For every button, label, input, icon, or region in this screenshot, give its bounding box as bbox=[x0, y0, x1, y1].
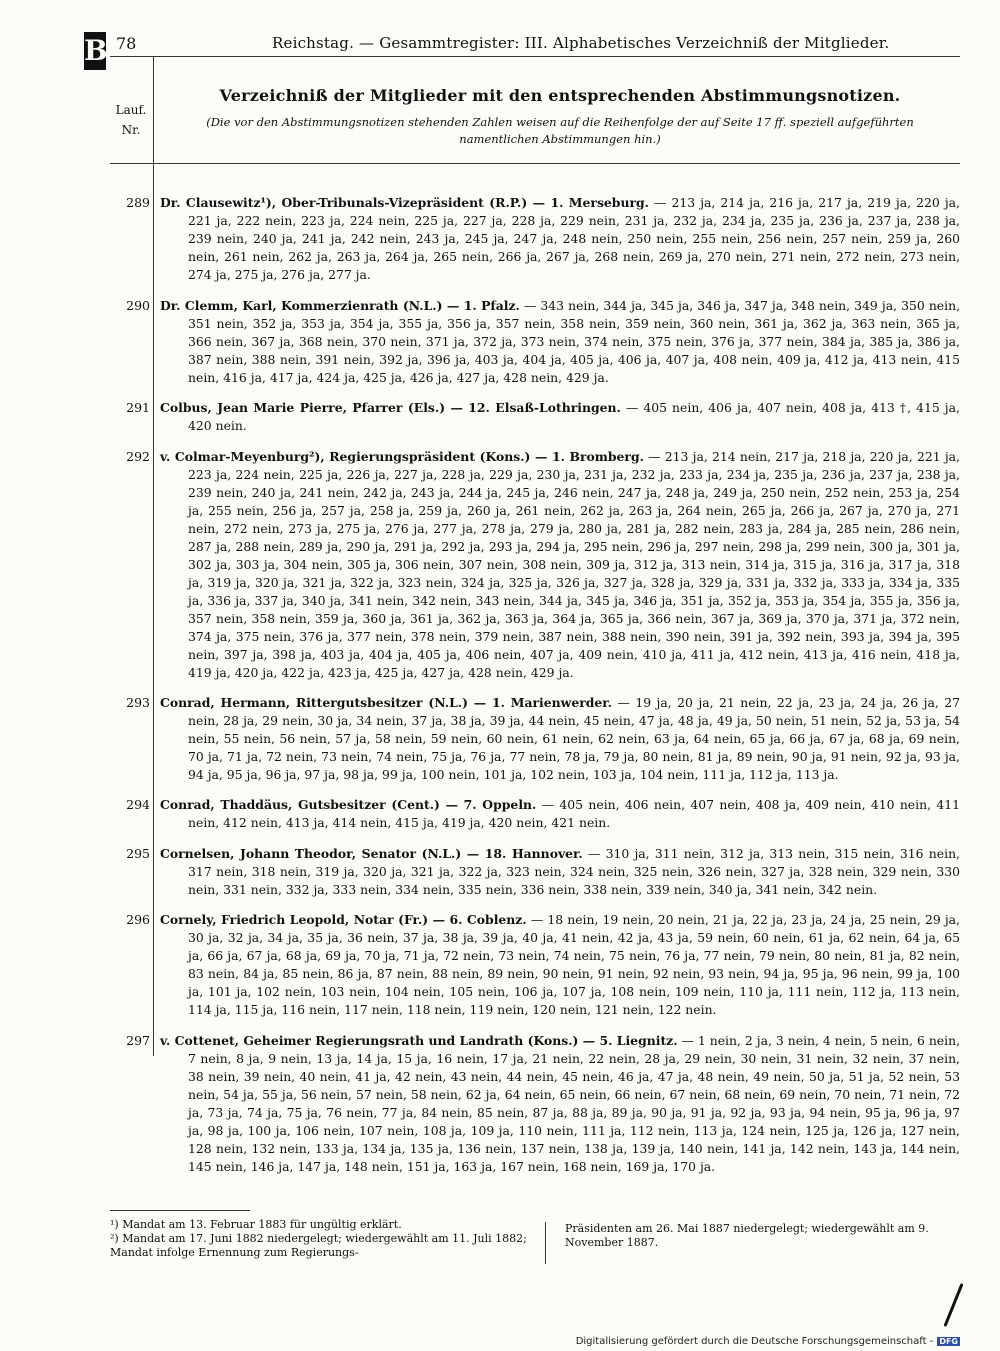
member-entry bbox=[110, 796, 960, 832]
entry-votes: — 213 ja, 214 ja, 216 ja, 217 ja, 219 ja, 220 ja, 221 ja, 222 nein, 223 ja, 224 nein, 225 ja, 227 ja, 228 ja, 229 nein, 231 ja, 232 ja, 234 ja, 235 ja, 236 ja, 237 ja, 238 ja, 239 nein, 240 ja, 241 ja, 242 nein, 243 ja, 245 ja, 247 ja, 248 nein, 250 nein, 255 nein, 256 nein, 257 nein, 259 ja, 260 nein, 261 nein, 262 ja, 263 ja, 264 ja, 265 nein, 266 ja, 267 ja, 268 nein, 269 ja, 270 nein, 271 nein, 272 nein, 273 nein, 274 ja, 275 ja, 276 ja, 277 ja. bbox=[188, 195, 960, 283]
member-entry bbox=[110, 194, 960, 284]
entry-head: v. Cottenet, Geheimer Regierungsrath und Landrath (Kons.) — 5. Liegnitz. bbox=[160, 1032, 678, 1048]
entry-text bbox=[160, 1032, 960, 1176]
entry-votes: — 405 nein, 406 ja, 407 nein, 408 ja, 413 †, 415 ja, 420 nein. bbox=[188, 400, 960, 434]
digitization-credit bbox=[576, 1336, 960, 1347]
entry-number: 292 bbox=[126, 448, 150, 464]
entry-number: 290 bbox=[126, 297, 150, 313]
entry-votes: — 213 ja, 214 nein, 217 ja, 218 ja, 220 ja, 221 ja, 223 ja, 224 nein, 225 ja, 226 ja, 227 ja, 228 ja, 229 ja, 230 ja, 231 ja, 232 ja, 233 ja, 234 ja, 235 ja, 236 ja, 237 ja, 238 ja, 239 nein, 240 ja, 241 nein, 242 ja, 243 ja, 244 ja, 245 ja, 246 nein, 247 ja, 248 ja, 249 ja, 250 nein, 252 nein, 253 ja, 254 ja, 255 nein, 256 ja, 257 ja, 258 ja, 259 ja, 260 ja, 261 nein, 262 ja, 263 ja, 264 nein, 265 ja, 266 ja, 267 ja, 270 ja, 271 nein, 272 nein, 273 ja, 275 ja, 276 ja, 277 ja, 278 ja, 279 ja, 280 ja, 281 ja, 282 nein, 283 ja, 284 ja, 285 nein, 286 nein, 287 ja, 288 nein, 289 ja, 290 ja, 291 ja, 292 ja, 293 ja, 294 ja, 295 nein, 296 ja, 297 nein, 298 ja, 299 nein, 300 ja, 301 ja, 302 ja, 303 ja, 304 nein, 305 ja, 306 nein, 307 nein, 308 nein, 309 ja, 312 ja, 313 nein, 314 ja, 315 ja, 316 ja, 317 ja, 318 ja, 319 ja, 320 ja, 321 ja, 322 ja, 323 nein, 324 ja, 325 ja, 326 ja, 327 ja, 328 ja, 329 ja, 331 ja, 332 ja, 333 ja, 334 ja, 335 ja, 336 ja, 337 ja, 340 ja, 341 nein, 342 nein, 343 nein, 344 ja, 345 ja, 346 ja, 351 ja, 352 ja, 353 ja, 354 ja, 355 ja, 356 ja, 357 nein, 358 nein, 359 ja, 360 ja, 361 ja, 362 ja, 363 ja, 364 ja, 365 ja, 366 nein, 367 ja, 369 ja, 370 ja, 371 ja, 372 nein, 374 ja, 375 nein, 376 ja, 377 nein, 378 nein, 379 nein, 387 nein, 388 nein, 390 nein, 391 ja, 392 nein, 393 ja, 394 ja, 395 nein, 397 ja, 398 ja, 403 ja, 404 ja, 405 ja, 406 nein, 407 ja, 409 nein, 410 ja, 411 ja, 412 nein, 413 ja, 416 nein, 418 ja, 419 ja, 420 ja, 422 ja, 423 ja, 425 ja, 427 ja, 428 nein, 429 ja. bbox=[188, 448, 960, 680]
footnotes-left bbox=[110, 1218, 535, 1260]
top-rule bbox=[110, 56, 960, 57]
entry-number: 294 bbox=[126, 797, 150, 813]
entry-votes: — 343 nein, 344 ja, 345 ja, 346 ja, 347 ja, 348 nein, 349 ja, 350 nein, 351 nein, 352 ja, 353 ja, 354 ja, 355 ja, 356 ja, 357 nein, 358 nein, 359 nein, 360 nein, 361 ja, 362 ja, 363 nein, 365 ja, 366 nein, 367 ja, 368 nein, 370 nein, 371 ja, 372 ja, 373 nein, 374 nein, 375 nein, 376 ja, 377 nein, 384 ja, 385 ja, 386 ja, 387 nein, 388 nein, 391 nein, 392 ja, 396 ja, 403 ja, 404 ja, 405 ja, 406 ja, 407 ja, 408 nein, 409 ja, 412 ja, 413 nein, 415 nein, 416 ja, 417 ja, 424 ja, 425 ja, 426 ja, 427 ja, 428 nein, 429 ja. bbox=[188, 297, 961, 385]
column-header-line1: Lauf. bbox=[115, 103, 147, 117]
entry-text bbox=[160, 297, 960, 387]
entry-text bbox=[160, 911, 960, 1019]
member-entry bbox=[110, 694, 960, 784]
section-note: (Die vor den Abstimmungsnotizen stehenden Zahlen weisen auf die Reihenfolge der auf Seite 17 ff. speziell aufgeführten namentlichen Abstimmungen hin.) bbox=[206, 115, 914, 146]
entry-text bbox=[160, 194, 960, 284]
entry-head: Cornely, Friedrich Leopold, Notar (Fr.) — 6. Coblenz. bbox=[160, 912, 527, 928]
pen-mark bbox=[943, 1283, 963, 1327]
entry-number: 289 bbox=[126, 195, 150, 211]
entry-number: 295 bbox=[126, 845, 150, 861]
member-entry bbox=[110, 1032, 960, 1176]
entry-number: 291 bbox=[126, 400, 150, 416]
header-rule bbox=[110, 163, 960, 164]
footnote-2-continued: Präsidenten am 26. Mai 1887 niedergelegt; wiedergewählt am 9. November 1887. bbox=[565, 1222, 929, 1249]
member-entry bbox=[110, 297, 960, 387]
entry-head: Dr. Clemm, Karl, Kommerzienrath (N.L.) — 1. Pfalz. bbox=[160, 297, 520, 313]
entry-head: Colbus, Jean Marie Pierre, Pfarrer (Els.) — 12. Elsaß-Lothringen. bbox=[160, 400, 621, 416]
entry-votes: — 405 nein, 406 nein, 407 nein, 408 ja, 409 nein, 410 nein, 411 nein, 412 nein, 413 ja, 414 nein, 415 ja, 419 ja, 420 nein, 421 nein. bbox=[188, 797, 960, 831]
member-entry bbox=[110, 399, 960, 435]
column-header-line2: Nr. bbox=[121, 123, 141, 137]
entry-head: Cornelsen, Johann Theodor, Senator (N.L.) — 18. Hannover. bbox=[160, 845, 583, 861]
credit-text: Digitalisierung gefördert durch die Deutsche Forschungsgemeinschaft - bbox=[575, 1336, 934, 1347]
entry-text bbox=[160, 399, 960, 435]
entry-votes: — 18 nein, 19 nein, 20 nein, 21 ja, 22 ja, 23 ja, 24 ja, 25 nein, 29 ja, 30 ja, 32 ja, 34 ja, 35 ja, 36 nein, 37 ja, 38 ja, 39 ja, 40 ja, 41 nein, 42 ja, 43 ja, 59 nein, 60 nein, 61 ja, 62 nein, 64 ja, 65 ja, 66 ja, 67 ja, 68 ja, 69 ja, 70 ja, 71 ja, 72 nein, 73 nein, 74 nein, 75 nein, 76 ja, 77 nein, 79 nein, 80 nein, 81 ja, 82 nein, 83 nein, 84 ja, 85 nein, 86 ja, 87 nein, 88 nein, 89 nein, 90 nein, 91 nein, 92 nein, 93 nein, 94 ja, 95 ja, 96 nein, 99 ja, 100 ja, 101 ja, 102 nein, 103 nein, 104 nein, 105 nein, 106 ja, 107 ja, 108 nein, 109 nein, 110 ja, 111 nein, 112 ja, 113 nein, 114 ja, 115 ja, 116 nein, 117 nein, 118 nein, 119 nein, 120 nein, 121 nein, 122 nein. bbox=[188, 912, 960, 1018]
page-number: 78 bbox=[116, 34, 137, 53]
footnote-column-rule bbox=[545, 1222, 546, 1264]
entry-head: Conrad, Hermann, Rittergutsbesitzer (N.L.) — 1. Marienwerder. bbox=[160, 694, 612, 710]
footnote-1: ¹) Mandat am 13. Februar 1883 für ungültig erklärt. bbox=[110, 1218, 402, 1231]
footnotes-right bbox=[565, 1222, 960, 1250]
footnote-2: ²) Mandat am 17. Juni 1882 niedergelegt; wiedergewählt am 11. Juli 1882; Mandat infolge Ernennung zum Regierungs- bbox=[110, 1232, 527, 1259]
entry-number: 293 bbox=[126, 694, 150, 710]
member-entry bbox=[110, 911, 960, 1019]
entry-votes: — 19 ja, 20 ja, 21 nein, 22 ja, 23 ja, 24 ja, 26 ja, 27 nein, 28 ja, 29 nein, 30 ja, 34 nein, 37 ja, 38 ja, 39 ja, 44 nein, 45 nein, 47 ja, 48 ja, 49 ja, 50 nein, 51 nein, 52 ja, 53 ja, 54 nein, 55 nein, 56 nein, 57 ja, 58 nein, 59 nein, 60 nein, 61 nein, 62 nein, 63 ja, 64 nein, 65 ja, 66 ja, 67 ja, 68 ja, 69 nein, 70 ja, 71 ja, 72 nein, 73 nein, 74 nein, 75 ja, 76 ja, 77 nein, 78 ja, 79 ja, 80 nein, 81 ja, 89 nein, 90 ja, 91 nein, 92 ja, 93 ja, 94 ja, 95 ja, 96 ja, 97 ja, 98 ja, 99 ja, 100 nein, 101 ja, 102 nein, 103 ja, 104 nein, 111 ja, 112 ja, 113 ja. bbox=[188, 694, 960, 782]
entry-votes: — 310 ja, 311 nein, 312 ja, 313 nein, 315 nein, 316 nein, 317 nein, 318 nein, 319 ja, 320 ja, 321 ja, 322 ja, 323 nein, 324 nein, 325 nein, 326 nein, 327 ja, 328 nein, 329 nein, 330 nein, 331 nein, 332 ja, 333 nein, 334 nein, 335 nein, 336 nein, 338 nein, 339 nein, 340 ja, 341 nein, 342 nein. bbox=[188, 845, 960, 897]
running-head: Reichstag. — Gesammtregister: III. Alphabetisches Verzeichniß der Mitglieder. bbox=[272, 34, 890, 52]
member-list bbox=[110, 182, 960, 1188]
member-entry bbox=[110, 845, 960, 899]
entry-head: Conrad, Thaddäus, Gutsbesitzer (Cent.) — 7. Oppeln. bbox=[160, 797, 537, 813]
entry-votes: — 1 nein, 2 ja, 3 nein, 4 nein, 5 nein, 6 nein, 7 nein, 8 ja, 9 nein, 13 ja, 14 ja, 15 ja, 16 nein, 17 ja, 21 nein, 22 nein, 28 ja, 29 nein, 30 nein, 31 nein, 32 nein, 37 nein, 38 nein, 39 nein, 40 nein, 41 ja, 42 nein, 43 nein, 44 nein, 45 nein, 46 ja, 47 ja, 48 nein, 49 nein, 50 ja, 51 ja, 52 nein, 53 nein, 54 ja, 55 ja, 56 nein, 57 nein, 58 nein, 62 ja, 64 nein, 65 nein, 66 nein, 67 nein, 68 nein, 69 nein, 70 nein, 71 nein, 72 ja, 73 ja, 74 ja, 75 ja, 76 nein, 77 ja, 84 nein, 85 nein, 87 ja, 88 ja, 89 ja, 90 ja, 91 ja, 92 ja, 93 ja, 94 nein, 95 ja, 96 ja, 97 ja, 98 ja, 100 ja, 106 nein, 107 nein, 108 ja, 109 ja, 110 nein, 111 ja, 112 nein, 113 ja, 124 nein, 125 ja, 126 ja, 127 nein, 128 nein, 132 nein, 133 ja, 134 ja, 135 ja, 136 nein, 137 nein, 138 ja, 139 ja, 140 nein, 141 ja, 142 nein, 143 ja, 144 nein, 145 nein, 146 ja, 147 ja, 148 nein, 151 ja, 163 ja, 167 nein, 168 nein, 169 ja, 170 ja. bbox=[188, 1032, 961, 1174]
entry-text bbox=[160, 448, 960, 682]
register-letter-badge: B bbox=[84, 32, 106, 70]
entry-number: 297 bbox=[126, 1032, 150, 1048]
dfg-logo: DFG bbox=[939, 1336, 958, 1346]
entry-head: v. Colmar-Meyenburg²), Regierungspräsident (Kons.) — 1. Bromberg. bbox=[160, 448, 644, 464]
entry-number: 296 bbox=[126, 912, 150, 928]
section-title: Verzeichniß der Mitglieder mit den entsprechenden Abstimmungsnotizen. bbox=[219, 86, 901, 105]
column-header bbox=[110, 100, 152, 140]
entry-text bbox=[160, 796, 960, 832]
footnote-rule bbox=[110, 1210, 250, 1211]
entry-text bbox=[160, 845, 960, 899]
entry-head: Dr. Clausewitz¹), Ober-Tribunals-Vizepräsident (R.P.) — 1. Merseburg. bbox=[160, 195, 649, 211]
member-entry bbox=[110, 448, 960, 682]
entry-text bbox=[160, 694, 960, 784]
